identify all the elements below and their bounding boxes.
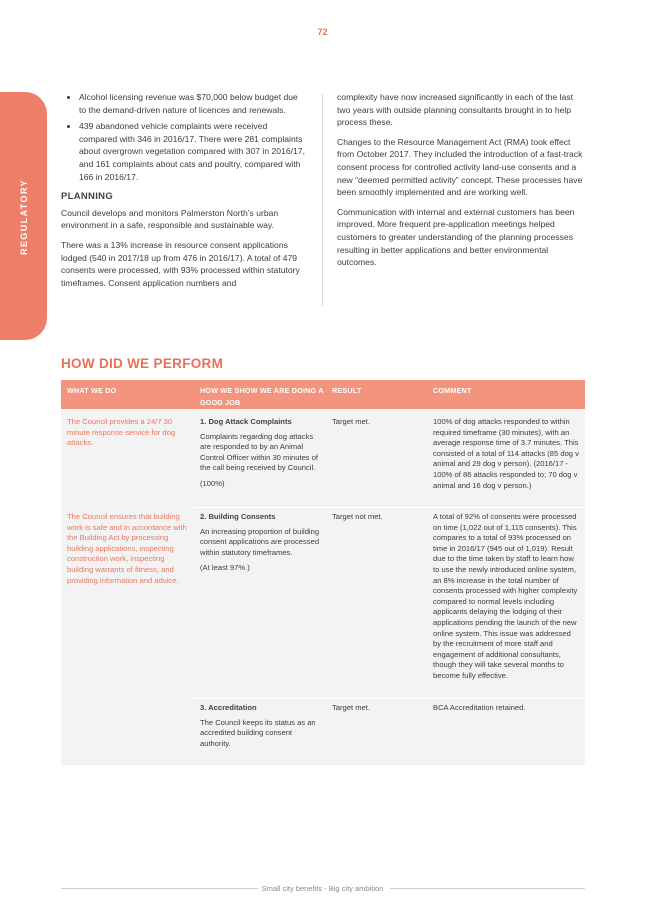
row-separator	[193, 698, 585, 699]
bullet-item: • 439 abandoned vehicle complaints were received compared with 346 in 2016/17. There were 281 complaints about overgrown vegetation compared with 307 in 2016/17, and 161 complaints about cats and poultry, compared with 166 in 2016/17.	[79, 120, 306, 183]
measure-title: 1. Dog Attack Complaints	[200, 417, 292, 426]
result-cell: Target met.	[332, 703, 370, 712]
comment-cell: 100% of dog attacks responded to within required timeframe (30 minutes), with an average response time of 3.7 minutes. This consisted of a total of 114 attacks (85 dog v animal and 29 dog v person). (2016/17 - 100% of 86 attacks responded to; 70 dog v animal and 16 dog v person.)	[433, 417, 579, 490]
measure-target: (100%)	[200, 478, 225, 488]
column-divider	[322, 94, 323, 306]
measure-target: (At least 97%.)	[200, 563, 250, 573]
bullet-item: • Alcohol licensing revenue was $70,000 below budget due to the demand-driven nature of licences and renewals.	[79, 91, 306, 116]
measure-cell	[200, 417, 322, 495]
paragraph: Changes to the Resource Management Act (RMA) took effect from October 2017. They included the introduction of a fast-track consent process for controlled activity land-use consents and a new “deemed permitted activity” concept. These processes have been smoothly implemented and are working well.	[337, 136, 583, 198]
page-number: 72	[317, 27, 328, 37]
planning-heading: PLANNING	[61, 191, 114, 203]
paragraph: complexity have now increased significantly in each of the last two years with outside planning consultants brought in to help process these.	[337, 92, 573, 128]
what-we-do-cell: The Council ensures that building work is safe and in accordance with the Building Act by processing building applications, inspecting construction work, inspecting building warrants of fitness, and providing information and advice.	[67, 512, 187, 585]
paragraph: There was a 13% increase in resource consent applications lodged (540 in 2017/18 up from 476 in 2016/17). A total of 479 consents were processed, with 93% processed within statutory timeframes. Consent application numbers and	[61, 239, 300, 288]
bullet-list	[61, 91, 306, 183]
result-cell: Target not met.	[332, 512, 383, 521]
what-we-do-cell: The Council provides a 24/7 30 minute response service for dog attacks.	[67, 417, 176, 448]
measure-title: 2. Building Consents	[200, 512, 276, 521]
table-header	[61, 380, 585, 409]
header-how-we-show: HOW WE SHOW WE ARE DOING A GOOD JOB	[200, 386, 324, 407]
header-comment: COMMENT	[433, 386, 472, 395]
measure-description: Complaints regarding dog attacks are responded to by an Animal Control Officer within 30 minutes of the call being received by Council.	[200, 431, 319, 473]
measure-description: The Council keeps its status as an accredited building consent authority.	[200, 717, 316, 748]
measure-description: An increasing proportion of building consent applications are processed within statutory timeframes.	[200, 526, 320, 557]
left-column	[61, 91, 306, 296]
paragraph: Communication with internal and external customers has been improved. More frequent pre-application meetings helped customers to greater understanding of the planning processes resulting in better applications and better environmental outcomes.	[337, 206, 575, 268]
header-what-we-do: WHAT WE DO	[67, 386, 117, 395]
measure-cell	[200, 703, 322, 754]
performance-table	[61, 380, 585, 765]
header-result: RESULT	[332, 386, 362, 395]
measure-title: 3. Accreditation	[200, 703, 257, 712]
side-tab	[0, 92, 47, 340]
row-separator	[193, 507, 585, 508]
section-title: HOW DID WE PERFORM	[61, 356, 224, 371]
paragraph: Council develops and monitors Palmerston North’s urban environment in a safe, responsible and sustainable way.	[61, 207, 279, 231]
comment-cell: BCA Accreditation retained.	[433, 703, 526, 712]
measure-cell	[200, 512, 322, 579]
comment-cell: A total of 92% of consents were processed on time (1,022 out of 1,115 consents). This compares to a total of 93% processed on time in 2016/17 (945 out of 1,019). Result due to the time taken by staff to learn how to use the newly introduced online system, an 8% increase in the total number of consents processed with higher complexity compared to normal levels including applicants delaying the lodging of their applications pending the launch of the new online system. This issue was addressed by the recruitment of more staff and engagement of additional consultants, though they will take several months to become fully effective.	[433, 512, 578, 680]
result-cell: Target met.	[332, 417, 370, 426]
side-tab-label: REGULATORY	[18, 179, 29, 255]
footer-tagline: Small city benefits - Big city ambition	[261, 884, 384, 893]
right-column	[337, 91, 585, 276]
